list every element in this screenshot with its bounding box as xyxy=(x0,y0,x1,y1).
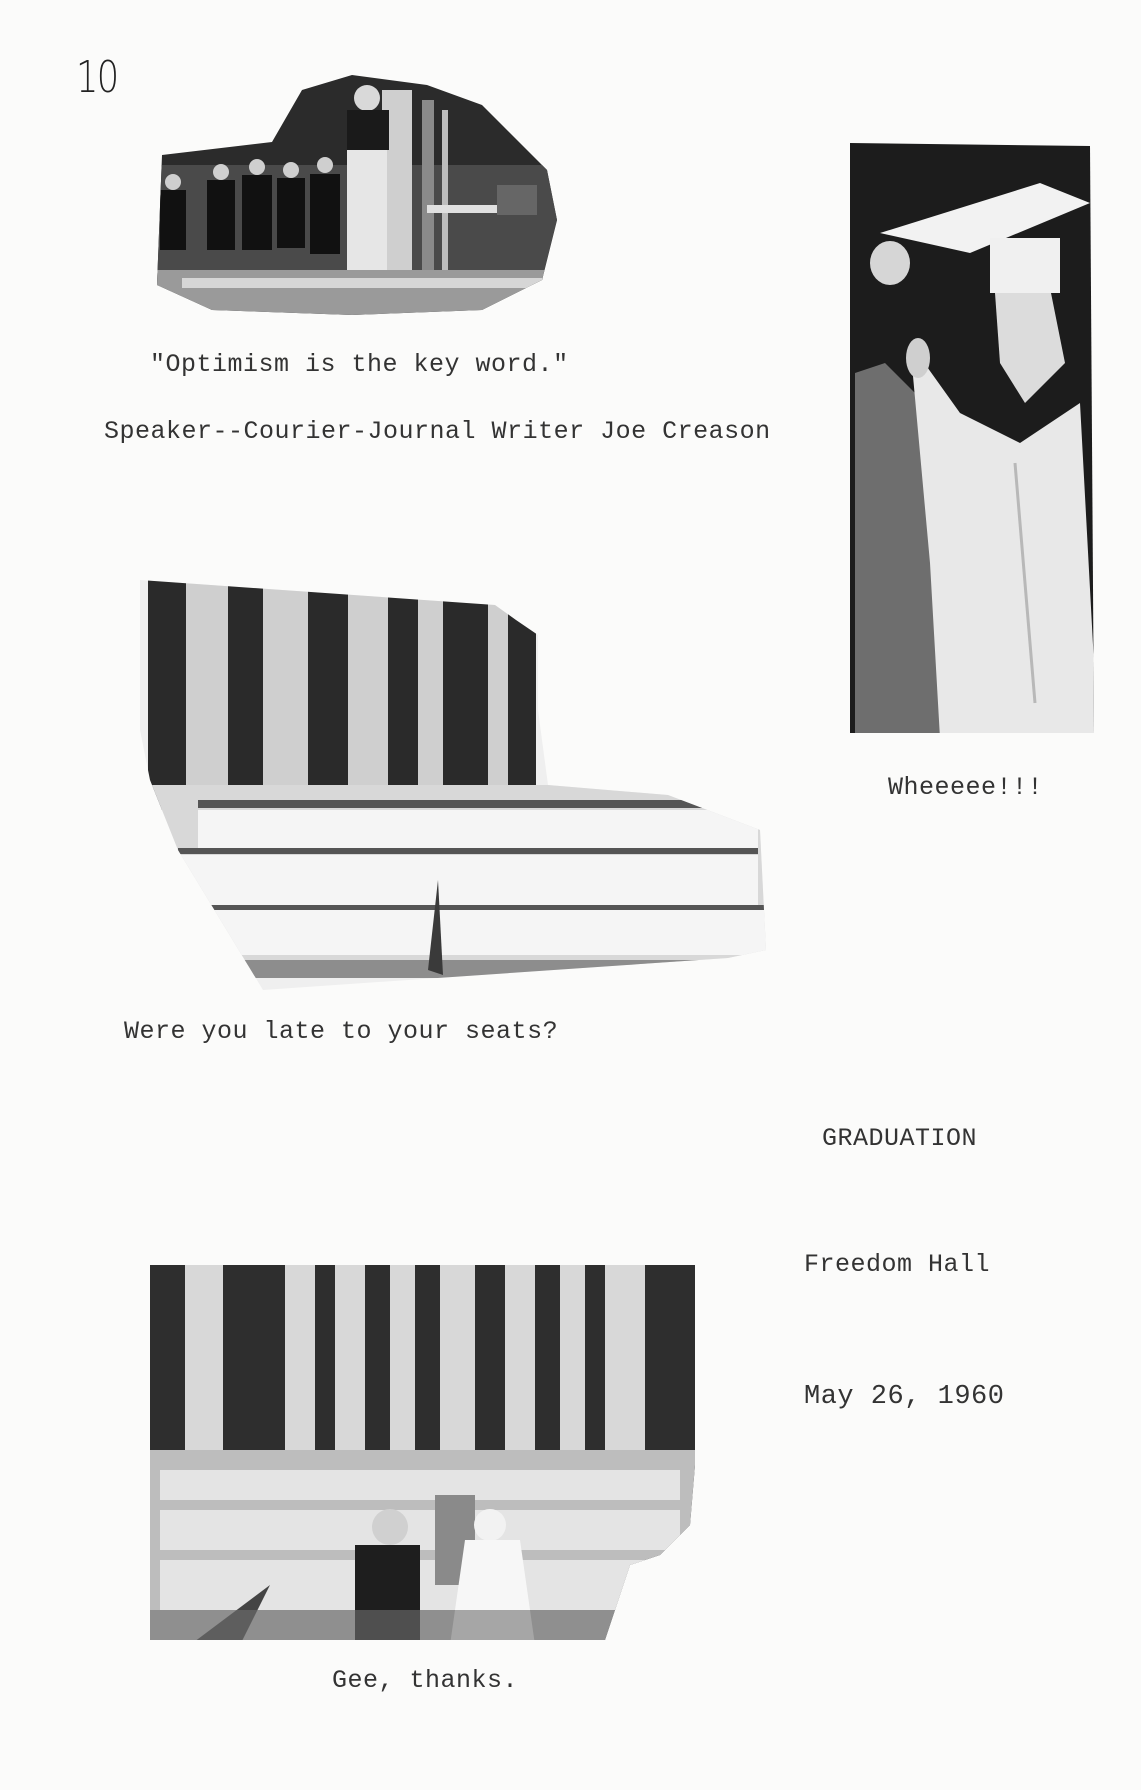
seats-caption: Were you late to your seats? xyxy=(124,1017,559,1046)
event-date: May 26, 1960 xyxy=(804,1382,1005,1412)
speaker-quote: "Optimism is the key word." xyxy=(150,350,569,379)
cap-photo xyxy=(850,143,1100,738)
diploma-photo xyxy=(150,1265,695,1645)
event-venue: Freedom Hall xyxy=(804,1250,991,1279)
speaker-credit: Speaker--Courier-Journal Writer Joe Creason xyxy=(104,417,771,446)
page-number: 10 xyxy=(76,52,118,103)
cap-caption: Wheeeee!!! xyxy=(888,773,1044,802)
event-title: GRADUATION xyxy=(822,1124,978,1153)
speaker-photo xyxy=(152,70,562,320)
diploma-caption: Gee, thanks. xyxy=(332,1666,519,1695)
seats-photo xyxy=(138,580,770,995)
